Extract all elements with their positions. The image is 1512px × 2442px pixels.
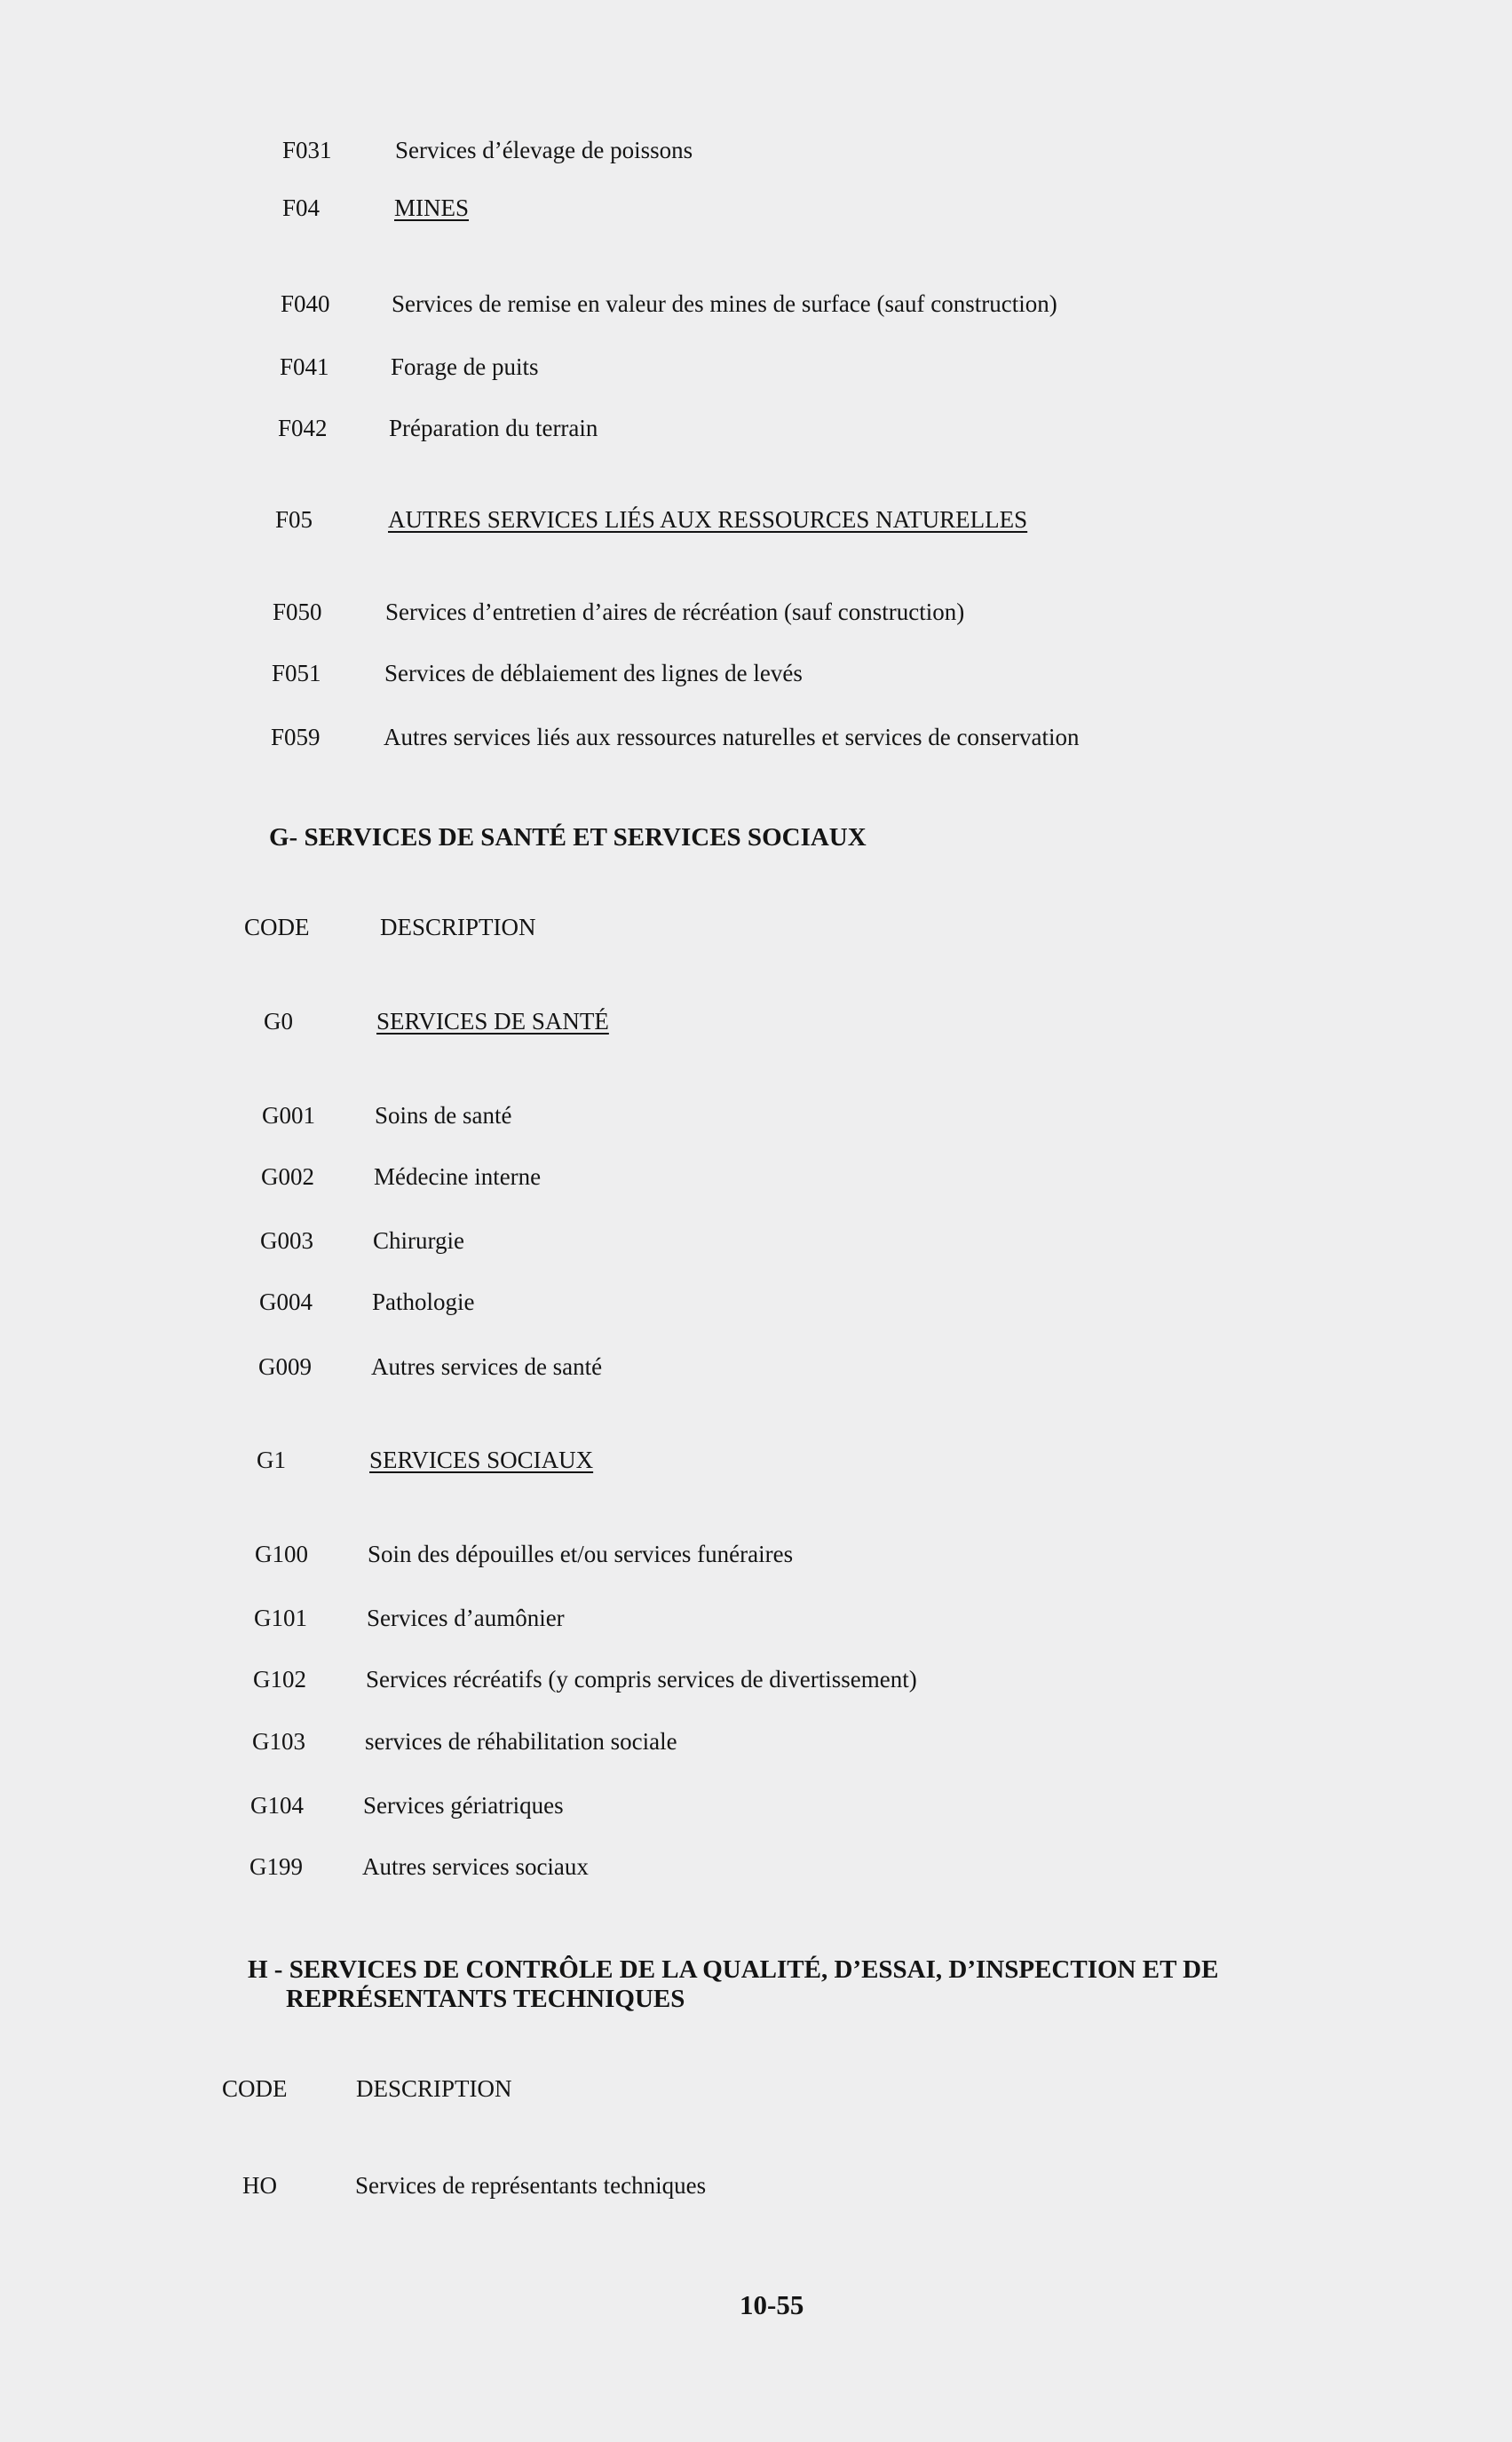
item-code: HO [242,2172,277,2199]
code-column-header: CODE [222,2075,288,2102]
item-description: Pathologie [372,1288,475,1315]
item-code: F059 [271,724,321,750]
item-code: G101 [254,1605,307,1631]
item-description: Préparation du terrain [389,415,598,441]
item-description: Autres services sociaux [362,1853,589,1880]
description-column-header: DESCRIPTION [380,914,536,940]
item-code: G009 [258,1353,312,1380]
item-code: G103 [252,1728,305,1755]
item-description: Autres services liés aux ressources naturelles et services de conservation [384,724,1080,750]
item-description: Services gériatriques [363,1792,564,1819]
item-description: Services de déblaiement des lignes de levés [384,660,803,686]
category-heading: SERVICES SOCIAUX [369,1447,594,1473]
item-code: G004 [259,1288,313,1315]
section-title: G- SERVICES DE SANTÉ ET SERVICES SOCIAUX [269,823,867,852]
page-number: 10-55 [740,2289,804,2320]
item-code: F042 [278,415,328,441]
item-description: Services de représentants techniques [355,2172,707,2199]
item-code: G001 [262,1102,315,1129]
item-description: Forage de puits [391,353,539,380]
item-code: G002 [261,1163,314,1190]
item-description: services de réhabilitation sociale [365,1728,677,1755]
item-code: G199 [249,1853,303,1880]
category-heading: SERVICES DE SANTÉ [376,1008,609,1035]
section-title: H - SERVICES DE CONTRÔLE DE LA QUALITÉ, D’ESSAI, D’INSPECTION ET DE [248,1955,1219,1984]
item-description: Soin des dépouilles et/ou services funéraires [368,1541,794,1567]
category-heading: AUTRES SERVICES LIÉS AUX RESSOURCES NATURELLES [388,506,1028,533]
item-description: Services récréatifs (y compris services de divertissement) [366,1666,917,1693]
item-code: F05 [275,506,313,533]
item-code: G1 [257,1447,286,1473]
item-description: Autres services de santé [371,1353,603,1380]
item-description: Chirurgie [373,1227,464,1254]
item-description: Services d’élevage de poissons [395,137,693,163]
item-code: G102 [253,1666,306,1693]
item-description: Services d’aumônier [367,1605,565,1631]
item-code: F050 [273,599,322,625]
item-code: F040 [281,290,330,317]
item-code: G100 [255,1541,308,1567]
item-code: G0 [264,1008,293,1035]
item-code: F04 [282,194,321,221]
item-code: F041 [280,353,329,380]
section-title-continued: REPRÉSENTANTS TECHNIQUES [286,1985,685,2013]
item-code: F031 [282,137,332,163]
item-description: Services de remise en valeur des mines de surface (sauf construction) [392,290,1057,317]
category-heading: MINES [394,194,470,221]
item-code: G003 [260,1227,313,1254]
description-column-header: DESCRIPTION [356,2075,512,2102]
item-description: Médecine interne [374,1163,542,1190]
item-code: G104 [250,1792,304,1819]
item-description: Services d’entretien d’aires de récréation (sauf construction) [385,599,965,625]
code-column-header: CODE [244,914,310,940]
item-code: F051 [272,660,321,686]
item-description: Soins de santé [375,1102,512,1129]
